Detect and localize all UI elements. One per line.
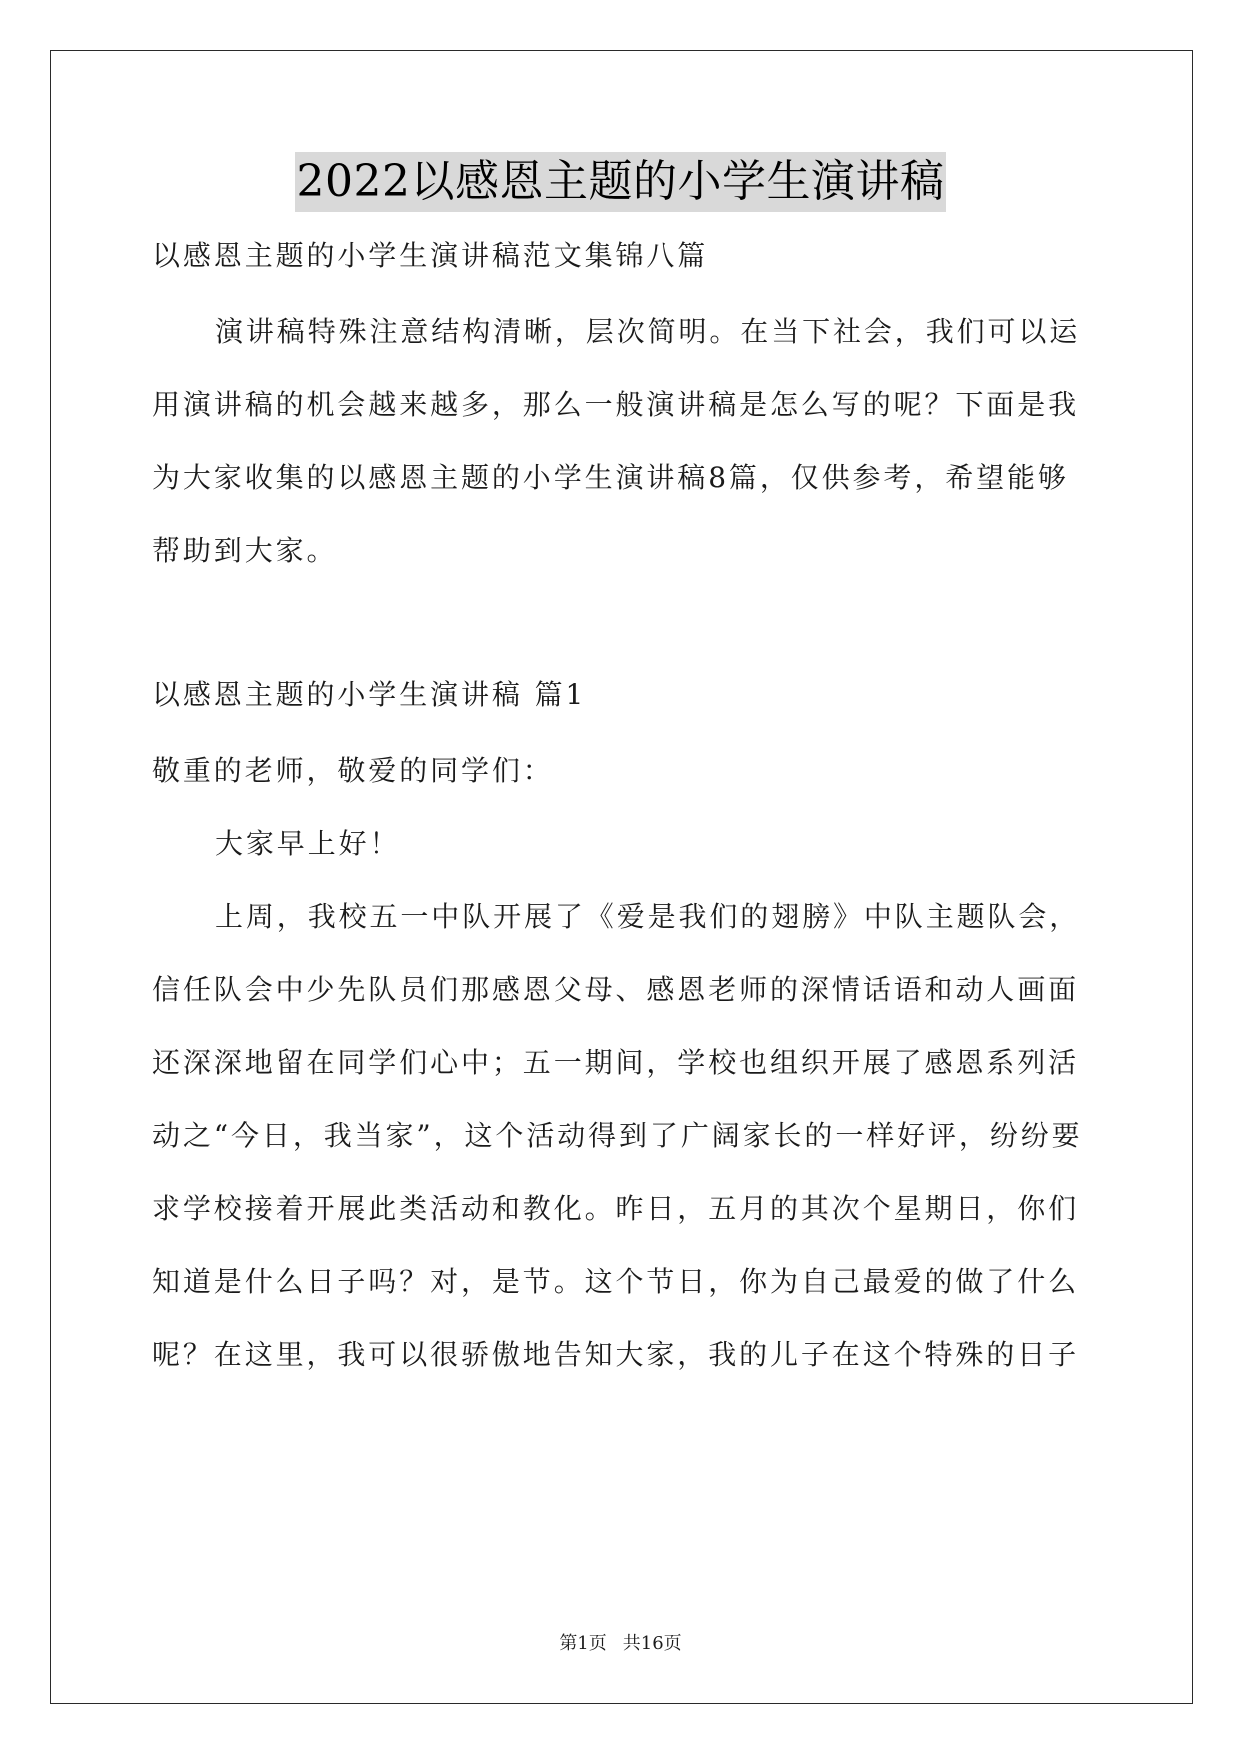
paragraph-line: 帮助到大家。 bbox=[152, 534, 338, 567]
title-container bbox=[0, 152, 1241, 212]
section-heading: 以感恩主题的小学生演讲稿 篇1 bbox=[152, 678, 587, 711]
paragraph-line: 知道是什么日子吗？对，是节。这个节日，你为自己最爱的做了什么 bbox=[152, 1265, 1080, 1298]
paragraph-line: 用演讲稿的机会越来越多，那么一般演讲稿是怎么写的呢？下面是我 bbox=[152, 388, 1080, 421]
paragraph-line: 为大家收集的以感恩主题的小学生演讲稿8篇，仅供参考，希望能够 bbox=[152, 461, 1069, 494]
document-title: 2022以感恩主题的小学生演讲稿 bbox=[295, 152, 947, 212]
page-total: 共16页 bbox=[622, 1633, 682, 1654]
paragraph-line: 还深深地留在同学们心中；五一期间，学校也组织开展了感恩系列活 bbox=[152, 1046, 1080, 1079]
paragraph-line: 上周，我校五一中队开展了《爱是我们的翅膀》中队主题队会， bbox=[215, 900, 1081, 933]
greeting-line: 大家早上好！ bbox=[215, 827, 401, 860]
page-footer bbox=[0, 1632, 1241, 1656]
subtitle-line: 以感恩主题的小学生演讲稿范文集锦八篇 bbox=[152, 239, 709, 272]
paragraph-line: 求学校接着开展此类活动和教化。昨日，五月的其次个星期日，你们 bbox=[152, 1192, 1080, 1225]
paragraph-line: 信任队会中少先队员们那感恩父母、感恩老师的深情话语和动人画面 bbox=[152, 973, 1080, 1006]
page-border bbox=[50, 50, 1193, 1704]
page-number: 第1页 bbox=[559, 1633, 607, 1654]
salutation-line: 敬重的老师，敬爱的同学们： bbox=[152, 754, 554, 787]
paragraph-line: 演讲稿特殊注意结构清晰，层次简明。在当下社会，我们可以运 bbox=[215, 315, 1081, 348]
paragraph-line: 动之“今日，我当家”，这个活动得到了广阔家长的一样好评，纷纷要 bbox=[152, 1119, 1083, 1152]
paragraph-line: 呢？在这里，我可以很骄傲地告知大家，我的儿子在这个特殊的日子 bbox=[152, 1338, 1080, 1371]
